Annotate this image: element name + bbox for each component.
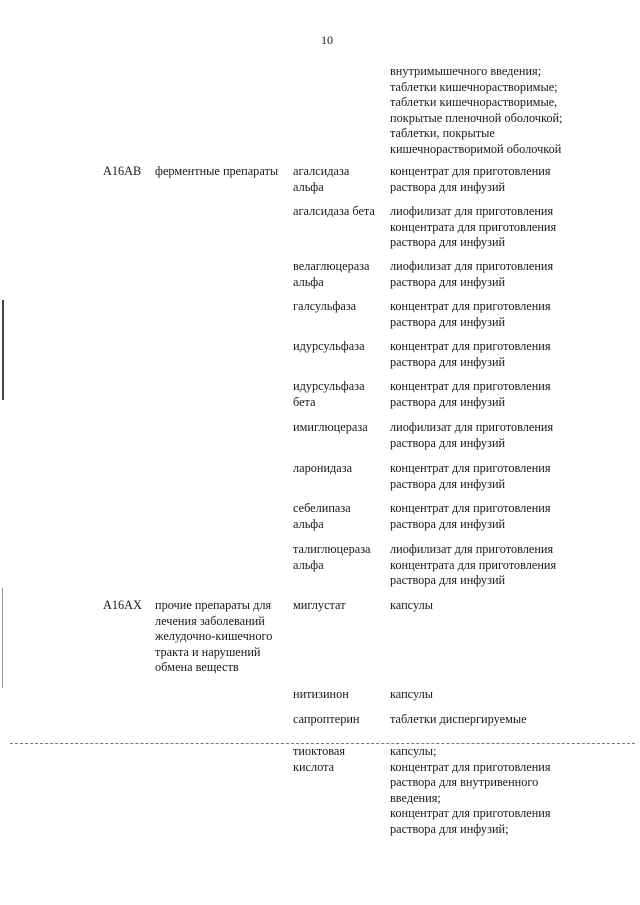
- dosage-form: концентрат для приготовления раствора для инфузий: [390, 299, 551, 329]
- page-number: 10: [321, 33, 333, 47]
- drug-name: ларонидаза: [293, 461, 353, 475]
- drug-name: идурсульфаза бета: [293, 379, 365, 409]
- dosage-form-continued: внутримышечного введения; таблетки кишечнорастворимые; таблетки кишечнорастворимые, покрытые пленочной оболочкой; таблетки, покрытые кишечнорастворимой оболочкой: [390, 64, 563, 156]
- drug-name: галсульфаза: [293, 299, 357, 313]
- scan-margin-mark: [2, 588, 3, 688]
- dosage-form: таблетки диспергируемые: [390, 712, 527, 726]
- dosage-form: капсулы: [390, 687, 433, 701]
- drug-name: себелипаза альфа: [293, 501, 351, 531]
- drug-name: велаглюцераза альфа: [293, 259, 370, 289]
- drug-name: агалсидаза бета: [293, 204, 375, 218]
- dosage-form: концентрат для приготовления раствора для инфузий: [390, 164, 551, 194]
- pharmacological-group: прочие препараты для лечения заболеваний желудочно-кишечного тракта и нарушений обмена веществ: [155, 598, 273, 675]
- dosage-form: концентрат для приготовления раствора для инфузий: [390, 379, 551, 409]
- drug-name: имиглюцераза: [293, 420, 368, 434]
- drug-name: талиглюцераза альфа: [293, 542, 371, 572]
- drug-name: сапроптерин: [293, 712, 360, 726]
- dosage-form: лиофилизат для приготовления концентрата для приготовления раствора для инфузий: [390, 204, 557, 250]
- drug-name: миглустат: [293, 598, 346, 612]
- drug-name: идурсульфаза: [293, 339, 365, 353]
- dosage-form: лиофилизат для приготовления концентрата для приготовления раствора для инфузий: [390, 542, 557, 588]
- page-fold-line: [10, 743, 635, 744]
- dosage-form: концентрат для приготовления раствора для инфузий: [390, 501, 551, 531]
- drug-name: агалсидаза альфа: [293, 164, 350, 194]
- scan-margin-mark: [2, 300, 4, 400]
- dosage-form: лиофилизат для приготовления раствора для инфузий: [390, 420, 554, 450]
- dosage-form: концентрат для приготовления раствора для инфузий: [390, 461, 551, 491]
- drug-name: нитизинон: [293, 687, 349, 701]
- dosage-form: капсулы: [390, 598, 433, 612]
- atc-code: A16AX: [103, 598, 142, 612]
- drug-name: тиоктовая кислота: [293, 744, 346, 774]
- dosage-form: концентрат для приготовления раствора для инфузий: [390, 339, 551, 369]
- dosage-form: лиофилизат для приготовления раствора для инфузий: [390, 259, 554, 289]
- atc-code: A16AB: [103, 164, 142, 178]
- pharmacological-group: ферментные препараты: [155, 164, 279, 178]
- dosage-form: капсулы; концентрат для приготовления раствора для внутривенного введения; концентрат для приготовления раствора для инфузий;: [390, 744, 551, 836]
